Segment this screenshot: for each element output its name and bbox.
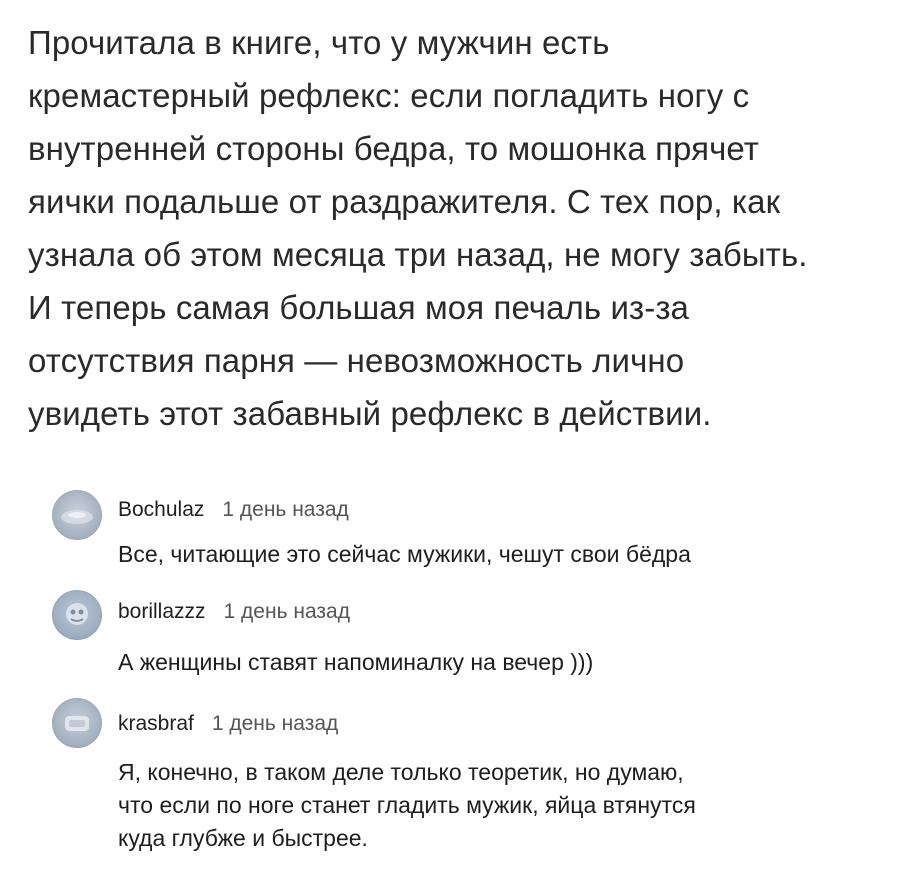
comment-username[interactable]: Bochulaz — [118, 498, 205, 521]
comment-username[interactable]: krasbraf — [118, 712, 194, 735]
comment-header — [118, 498, 349, 522]
comment-time: 1 день назад — [211, 712, 339, 735]
comment-item — [52, 698, 872, 868]
comment-time: 1 день назад — [223, 600, 350, 623]
avatar[interactable] — [52, 490, 102, 540]
comment-username[interactable]: borillazzz — [118, 600, 206, 623]
comment-item — [52, 590, 872, 680]
avatar-image-icon — [52, 698, 102, 748]
avatar[interactable] — [52, 698, 102, 748]
comment-header — [118, 712, 338, 736]
avatar-image-icon — [52, 590, 102, 640]
avatar[interactable] — [52, 590, 102, 640]
comment-text: Я, конечно, в таком деле только теоретик, но думаю, что если по ноге станет гладить мужик, яйца втянутся куда глубже и быстрее. — [118, 759, 696, 851]
comment-text: Все, читающие это сейчас мужики, чешут свои бёдра — [118, 541, 691, 567]
comment-item — [52, 490, 872, 580]
comment-text: А женщины ставят напоминалку на вечер ))) — [118, 649, 594, 675]
post-text: Прочитала в книге, что у мужчин есть кремастерный рефлекс: если погладить ногу с внутренней стороны бедра, то мошонка прячет яички подальше от раздражителя. С тех пор, как узнала об этом месяца три назад, не могу забыть. И теперь самая большая моя печаль из-за отсутствия парня — невозможность лично увидеть этот забавный рефлекс в действии. — [28, 24, 808, 432]
comment-time: 1 день назад — [222, 498, 349, 521]
avatar-image-icon — [52, 490, 102, 540]
comment-header — [118, 600, 350, 624]
